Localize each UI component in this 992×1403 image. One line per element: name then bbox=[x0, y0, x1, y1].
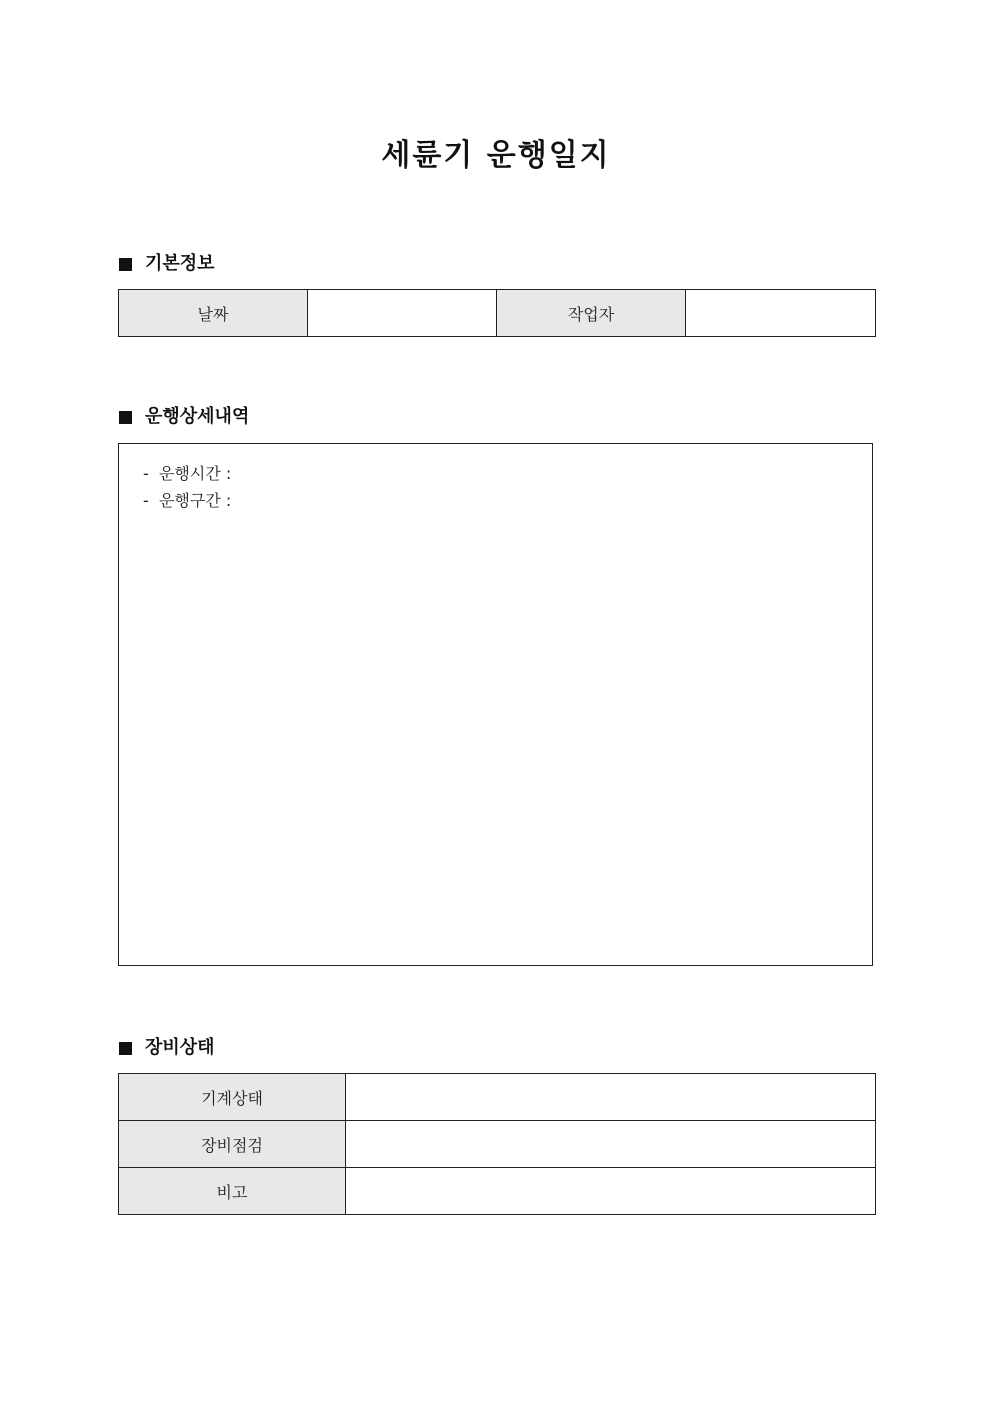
section-heading-operation-details bbox=[119, 405, 249, 429]
machine-status-label: 기계상태 bbox=[119, 1074, 346, 1121]
machine-status-field[interactable] bbox=[346, 1074, 876, 1121]
table-row bbox=[119, 290, 876, 337]
section-heading-basic-info bbox=[119, 252, 215, 276]
equipment-status-table bbox=[118, 1073, 876, 1215]
operation-route-line: - 운행구간 : bbox=[143, 491, 232, 510]
date-label: 날짜 bbox=[119, 290, 308, 337]
remarks-field[interactable] bbox=[346, 1168, 876, 1215]
worker-label: 작업자 bbox=[497, 290, 686, 337]
worker-field[interactable] bbox=[686, 290, 876, 337]
page-title: 세륜기 운행일지 bbox=[381, 138, 611, 173]
section-heading-label: 장비상태 bbox=[145, 1037, 215, 1058]
square-bullet-icon bbox=[119, 1042, 132, 1055]
basic-info-table bbox=[118, 289, 876, 337]
equipment-inspection-field[interactable] bbox=[346, 1121, 876, 1168]
remarks-label: 비고 bbox=[119, 1168, 346, 1215]
table-row bbox=[119, 1168, 876, 1215]
equipment-inspection-label: 장비점검 bbox=[119, 1121, 346, 1168]
date-field[interactable] bbox=[308, 290, 497, 337]
table-row bbox=[119, 1074, 876, 1121]
square-bullet-icon bbox=[119, 411, 132, 424]
section-heading-label: 운행상세내역 bbox=[145, 406, 250, 427]
square-bullet-icon bbox=[119, 258, 132, 271]
section-heading-label: 기본정보 bbox=[145, 253, 215, 274]
table-row bbox=[119, 1121, 876, 1168]
operation-details-box[interactable] bbox=[118, 443, 873, 966]
section-heading-equipment-status bbox=[119, 1036, 215, 1060]
operation-time-line: - 운행시간 : bbox=[143, 464, 232, 483]
